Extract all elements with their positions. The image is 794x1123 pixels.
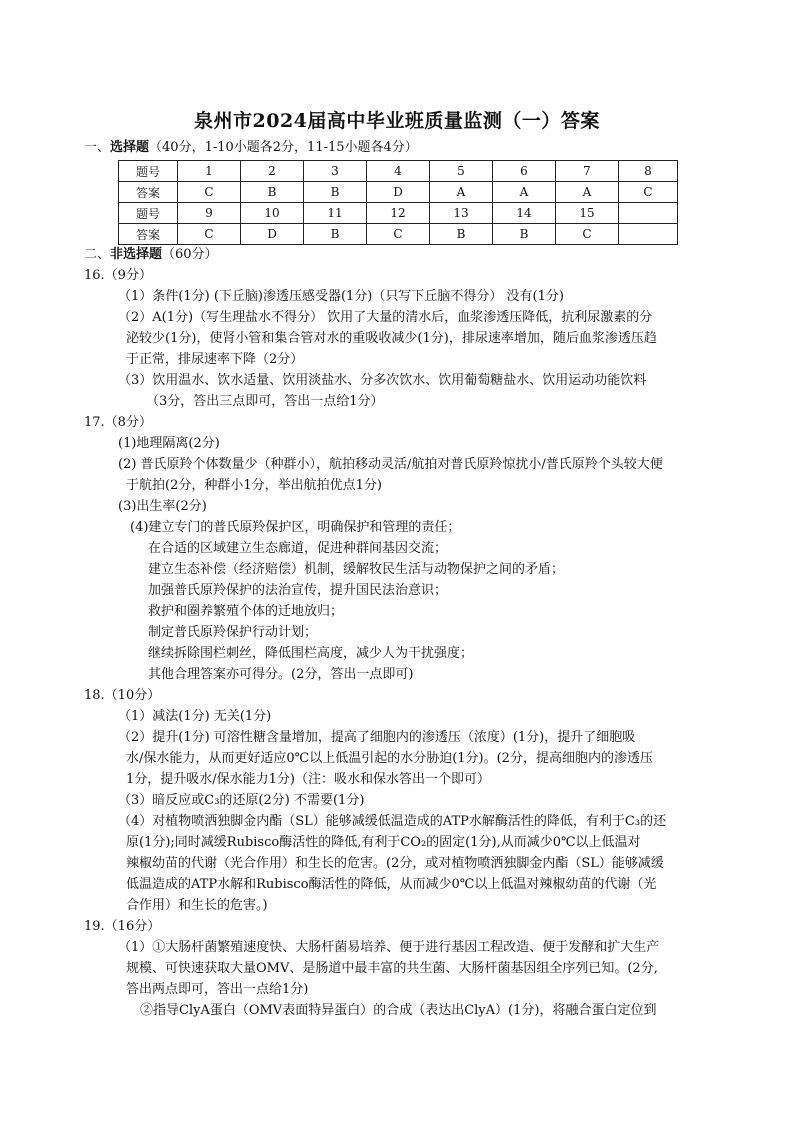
question-17-heading: 17.（8分） (84, 415, 152, 430)
answer-line: （1）条件(1分) (下丘脑)渗透压感受器(1分)（只写下丘脑不得分） 没有(1分) (118, 289, 564, 304)
answer-line: 低温造成的ATP水解和Rubisco酶活性的降低，从而减少0℃以上低温对辣椒幼苗的代谢（光 (126, 877, 657, 892)
table-cell: 14 (493, 203, 556, 224)
table-cell: A (493, 182, 556, 203)
section-1-heading (84, 139, 418, 157)
answer-line: （3）暗反应或C₃的还原(2分) 不需要(1分) (118, 793, 365, 808)
table-cell: B (304, 182, 367, 203)
section-2-note: （60分） (162, 247, 218, 262)
answer-line: 救护和圈养繁殖个体的迁地放归； (148, 604, 344, 619)
answer-line: (1)地理隔离(2分) (118, 436, 220, 451)
answer-line: 制定普氏原羚保护行动计划； (148, 625, 318, 640)
answer-line: （4）对植物喷洒独脚金内酯（SL）能够减缓低温造成的ATP水解酶活性的降低，有利于C₃的还 (118, 814, 667, 829)
answer-line: 加强普氏原羚保护的法治宣传，提升国民法治意识； (148, 583, 448, 598)
answer-line: （1）减法(1分) 无关(1分) (118, 709, 272, 724)
table-cell: 1 (178, 161, 241, 182)
table-cell: B (241, 182, 304, 203)
question-18-heading: 18.（10分） (84, 688, 161, 703)
answer-line: 原(1分);同时减缓Rubisco酶活性的降低,有利于CO₂的固定(1分),从而减少0℃以上低温对 (126, 835, 641, 850)
section-2-label: 二、 (84, 247, 111, 262)
answer-line: （1）①大肠杆菌繁殖速度快、大肠杆菌易培养、便于进行基因工程改造、便于发酵和扩大生产 (118, 940, 660, 955)
table-cell: 8 (619, 161, 678, 182)
table-cell: D (241, 224, 304, 245)
table-cell: C (178, 224, 241, 245)
table-cell: B (430, 224, 493, 245)
table-cell: 10 (241, 203, 304, 224)
table-row (119, 182, 678, 203)
table-row (119, 161, 678, 182)
table-cell: 2 (241, 161, 304, 182)
answer-line: （3）饮用温水、饮水适量、饮用淡盐水、分多次饮水、饮用葡萄糖盐水、饮用运动功能饮料 (118, 373, 647, 388)
table-cell (619, 203, 678, 224)
answer-line: 继续拆除围栏刺丝，降低围栏高度，减少人为干扰强度； (148, 646, 474, 661)
table-cell: 题号 (119, 203, 178, 224)
answer-line: 泌较少(1分)，使肾小管和集合管对水的重吸收减少(1分)，排尿速率增加，随后血浆渗透压趋 (126, 331, 657, 346)
table-cell: C (619, 182, 678, 203)
answer-line: 在合适的区域建立生态廊道，促进种群间基因交流； (148, 541, 448, 556)
section-1-name: 选择题 (110, 140, 150, 155)
table-cell: 3 (304, 161, 367, 182)
answer-table (118, 160, 678, 245)
answer-line: 水/保水能力，从而更好适应0℃以上低温引起的水分胁迫(1分)。(2分，提高细胞内的渗透压 (126, 751, 653, 766)
answer-line: ②指导ClyA蛋白（OMV表面特异蛋白）的合成（表达出ClyA）(1分)，将融合蛋白定位到 (140, 1003, 657, 1018)
table-cell: 4 (367, 161, 430, 182)
answer-line: (4)建立专门的普氏原羚保护区，明确保护和管理的责任； (130, 520, 461, 535)
table-cell: 答案 (119, 182, 178, 203)
answer-line: 于航拍(2分，种群小1分，举出航拍优点1分) (126, 478, 382, 493)
answer-line: 规模、可快速获取大量OMV、是肠道中最丰富的共生菌、大肠杆菌基因组全序列已知。(2分, (126, 961, 658, 976)
page-title: 泉州市2024届高中毕业班质量监测（一）答案 (194, 110, 600, 132)
table-cell: 11 (304, 203, 367, 224)
answer-line: 合作用）和生长的危害。) (126, 898, 268, 913)
table-cell: 7 (556, 161, 619, 182)
answer-line: 辣椒幼苗的代谢（光合作用）和生长的危害。(2分，或对植物喷洒独脚金内酯（SL）能够减缓 (126, 856, 664, 871)
answer-line: 于正常，排尿速率下降（2分） (126, 352, 304, 367)
table-cell: 答案 (119, 224, 178, 245)
answer-line: (2) 普氏原羚个体数量少（种群小），航拍移动灵活/航拍对普氏原羚惊扰小/普氏原羚个头较大便 (118, 457, 663, 472)
table-cell (619, 224, 678, 245)
table-cell: 15 (556, 203, 619, 224)
table-cell: 12 (367, 203, 430, 224)
table-cell: B (493, 224, 556, 245)
answer-line: （2）提升(1分) 可溶性糖含量增加，提高了细胞内的渗透压（浓度）(1分)，提升了细胞吸 (118, 730, 636, 745)
table-cell: 13 (430, 203, 493, 224)
table-cell: 9 (178, 203, 241, 224)
answer-line: 建立生态补偿（经济赔偿）机制，缓解牧民生活与动物保护之间的矛盾； (148, 562, 565, 577)
section-1-label: 一、 (84, 140, 111, 155)
table-cell: 6 (493, 161, 556, 182)
table-cell: D (367, 182, 430, 203)
table-cell: C (367, 224, 430, 245)
answer-line: 其他合理答案亦可得分。(2分，答出一点即可) (148, 667, 414, 682)
table-cell: 5 (430, 161, 493, 182)
answer-line: （3分，答出三点即可，答出一点给1分） (146, 394, 384, 409)
table-cell: B (304, 224, 367, 245)
question-19-heading: 19.（16分） (84, 919, 161, 934)
table-cell: C (178, 182, 241, 203)
section-1-note: （40分，1-10小题各2分，11-15小题各4分） (149, 140, 418, 155)
answer-line: （2）A(1分)（写生理盐水不得分） 饮用了大量的清水后，血浆渗透压降低，抗利尿激素的分 (118, 310, 653, 325)
question-16-heading: 16.（9分） (84, 268, 152, 283)
section-2-name: 非选择题 (110, 247, 163, 262)
answer-line: 答出两点即可，答出一点给1分) (126, 982, 309, 997)
table-cell: A (430, 182, 493, 203)
answer-line: 1分，提升吸水/保水能力1分)（注：吸水和保水答出一个即可） (126, 772, 490, 787)
section-2-heading (84, 246, 218, 264)
table-row (119, 203, 678, 224)
table-cell: A (556, 182, 619, 203)
table-cell: C (556, 224, 619, 245)
answer-line: (3)出生率(2分) (118, 499, 207, 514)
table-cell: 题号 (119, 161, 178, 182)
table-row (119, 224, 678, 245)
